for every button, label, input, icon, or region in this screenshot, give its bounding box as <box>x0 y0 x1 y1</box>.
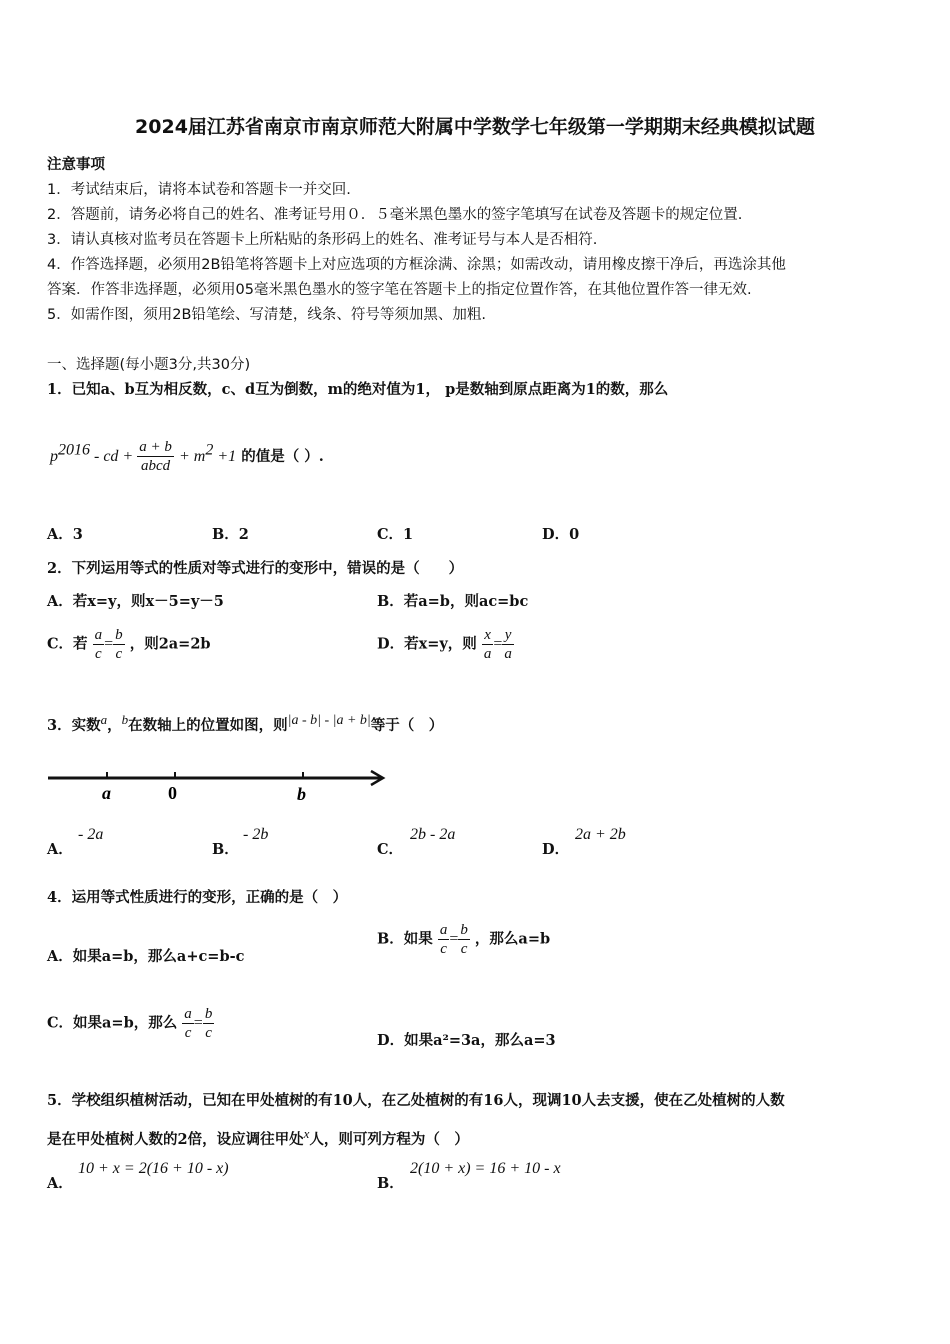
expr-p: p <box>50 448 58 465</box>
fraction-denominator: c <box>460 941 468 957</box>
fraction-numerator: a <box>94 627 103 643</box>
equals-sign: = <box>104 635 114 653</box>
fraction-numerator: a + b <box>139 439 172 455</box>
fraction-denominator: c <box>440 941 447 957</box>
fraction <box>113 626 125 663</box>
question-5-line-2 <box>47 1126 469 1149</box>
fraction-denominator: c <box>205 1025 212 1041</box>
q1-option-a: A．3 <box>47 526 83 543</box>
q2-option-c <box>47 626 211 663</box>
page-title: 2024届江苏省南京市南京师范大附属中学数学七年级第一学期期末经典模拟试题 <box>135 116 815 138</box>
var-a: a <box>100 712 108 727</box>
q5-option-a-expr: 10 + x = 2(16 + 10 - x) <box>78 1160 229 1177</box>
notice-item: 4．作答选择题，必须用2B铅笔将答题卡上对应选项的方框涂满、涂黑；如需改动，请用橡皮擦干净后，再选涂其他 <box>47 257 786 273</box>
expr-fraction <box>137 438 174 475</box>
q3-option-c <box>377 838 403 859</box>
question-3-stem <box>47 712 443 735</box>
fraction-numerator: b <box>460 922 468 938</box>
question-3-stem-end: 等于（ ） <box>370 716 444 734</box>
option-label: B． <box>212 841 239 858</box>
option-label: D． <box>542 841 570 858</box>
fraction <box>502 626 514 663</box>
expr-cd: - cd + <box>90 448 138 465</box>
fraction <box>203 1005 215 1042</box>
q1-option-b: B．2 <box>212 526 249 543</box>
q5-option-b-label: B． <box>377 1175 404 1192</box>
q3-option-a <box>47 838 73 859</box>
q2-option-d-prefix: D．若x=y，则 <box>377 635 477 653</box>
notice-item: 5．如需作图，须用2B铅笔绘、写清楚，线条、符号等须加黑、加粗. <box>47 307 487 323</box>
question-5-line-1: 5．学校组织植树活动，已知在甲处植树的有10人，在乙处植树的有16人，现调10人去支援，使在乙处植树的人数 <box>47 1092 785 1109</box>
q5-option-b-expr: 2(10 + x) = 16 + 10 - x <box>410 1160 561 1177</box>
number-line <box>45 760 395 808</box>
q2-option-b: B．若a=b，则ac=bc <box>377 593 529 610</box>
q2-option-d <box>377 626 514 663</box>
fraction-denominator: a <box>483 646 492 662</box>
fraction-denominator: c <box>95 646 102 662</box>
fraction-numerator: y <box>502 626 514 645</box>
var-x: x <box>303 1126 310 1141</box>
q5-option-a-label: A． <box>47 1175 73 1192</box>
q4-option-c <box>47 1005 214 1042</box>
q2-option-c-suffix: ，则2a=2b <box>129 635 211 653</box>
q2-option-c-prefix: C．若 <box>47 635 88 653</box>
q3-option-d <box>542 838 569 859</box>
fraction <box>93 626 105 663</box>
q3-option-b-expr: - 2b <box>243 826 269 843</box>
fraction-denominator: c <box>115 646 123 662</box>
fraction-denominator: c <box>184 1025 192 1041</box>
question-5-line-2-end: 人，则可列方程为（ ） <box>309 1130 469 1148</box>
equals-sign: = <box>493 635 503 653</box>
equals-sign: = <box>449 930 459 948</box>
axis-label-0: 0 <box>168 783 177 803</box>
notice-heading: 注意事项 <box>47 157 105 173</box>
question-1-expression <box>50 438 324 475</box>
question-1-stem: 1．已知a、b互为相反数，c、d互为倒数，m的绝对值为1， p是数轴到原点距离为1的数，那么 <box>47 381 669 398</box>
fraction <box>438 921 450 958</box>
option-label: C． <box>377 841 404 858</box>
q1-option-d: D．0 <box>542 526 580 543</box>
axis-label-a: a <box>102 783 111 803</box>
fraction <box>182 1005 194 1042</box>
fraction-numerator: a <box>184 1006 192 1022</box>
comma: ， <box>107 716 122 734</box>
section-heading: 一、选择题(每小题3分,共30分) <box>47 357 251 373</box>
q4-option-c-prefix: C．如果a=b，那么 <box>47 1014 178 1032</box>
question-5-line-2-start: 是在甲处植树人数的2倍，设应调往甲处 <box>47 1130 304 1148</box>
q4-option-b-suffix: ，那么a=b <box>474 930 551 948</box>
axis-label-b: b <box>297 784 306 804</box>
q1-option-c: C．1 <box>377 526 414 543</box>
notice-item: 2．答题前，请务必将自己的姓名、准考证号用０．５毫米黑色墨水的签字笔填写在试卷及答题卡的规定位置. <box>47 207 743 223</box>
q3-option-a-expr: - 2a <box>78 826 104 843</box>
q4-option-b-prefix: B．如果 <box>377 930 433 948</box>
expr-m-exponent: 2 <box>205 441 214 459</box>
fraction <box>482 626 494 663</box>
question-2-stem: 2．下列运用等式的性质对等式进行的变形中，错误的是（ ） <box>47 560 464 577</box>
fraction-numerator: a <box>439 922 448 938</box>
expr-plus-one: +1 <box>213 448 237 465</box>
q4-option-d: D．如果a²=3a，那么a=3 <box>377 1032 556 1049</box>
q4-option-a: A．如果a=b，那么a+c=b-c <box>47 948 245 965</box>
expr-m: + m <box>178 448 206 465</box>
notice-item: 1．考试结束后，请将本试卷和答题卡一并交回. <box>47 182 351 198</box>
question-4-stem: 4．运用等式性质进行的变形，正确的是（ ） <box>47 889 348 906</box>
fraction-numerator: x <box>482 626 494 645</box>
q3-option-d-expr: 2a + 2b <box>575 826 626 843</box>
fraction-numerator: b <box>115 627 123 643</box>
q3-option-c-expr: 2b - 2a <box>410 826 456 843</box>
notice-item: 答案．作答非选择题，必须用05毫米黑色墨水的签字笔在答题卡上的指定位置作答，在其他位置作答一律无效. <box>47 282 752 298</box>
question-3-stem-start: 3．实数 <box>47 716 101 734</box>
expr-p-exponent: 2016 <box>58 441 90 459</box>
notice-item: 3．请认真核对监考员在答题卡上所粘贴的条形码上的姓名、准考证号与本人是否相符. <box>47 232 598 248</box>
fraction-denominator: a <box>504 646 512 662</box>
q2-option-a: A．若x=y，则x－5=y－5 <box>47 593 224 610</box>
fraction <box>458 921 470 958</box>
question-1-suffix: 的值是（ ）. <box>241 448 324 465</box>
q3-option-b <box>212 838 239 859</box>
abs-expression: |a - b| - |a + b| <box>287 713 371 728</box>
equals-sign: = <box>193 1014 203 1032</box>
q4-option-b <box>377 921 550 958</box>
fraction-denominator: abcd <box>140 458 171 474</box>
option-label: A． <box>47 841 73 858</box>
question-3-stem-middle: 在数轴上的位置如图，则 <box>128 716 288 734</box>
fraction-numerator: b <box>204 1006 213 1022</box>
var-b: b <box>121 712 129 727</box>
